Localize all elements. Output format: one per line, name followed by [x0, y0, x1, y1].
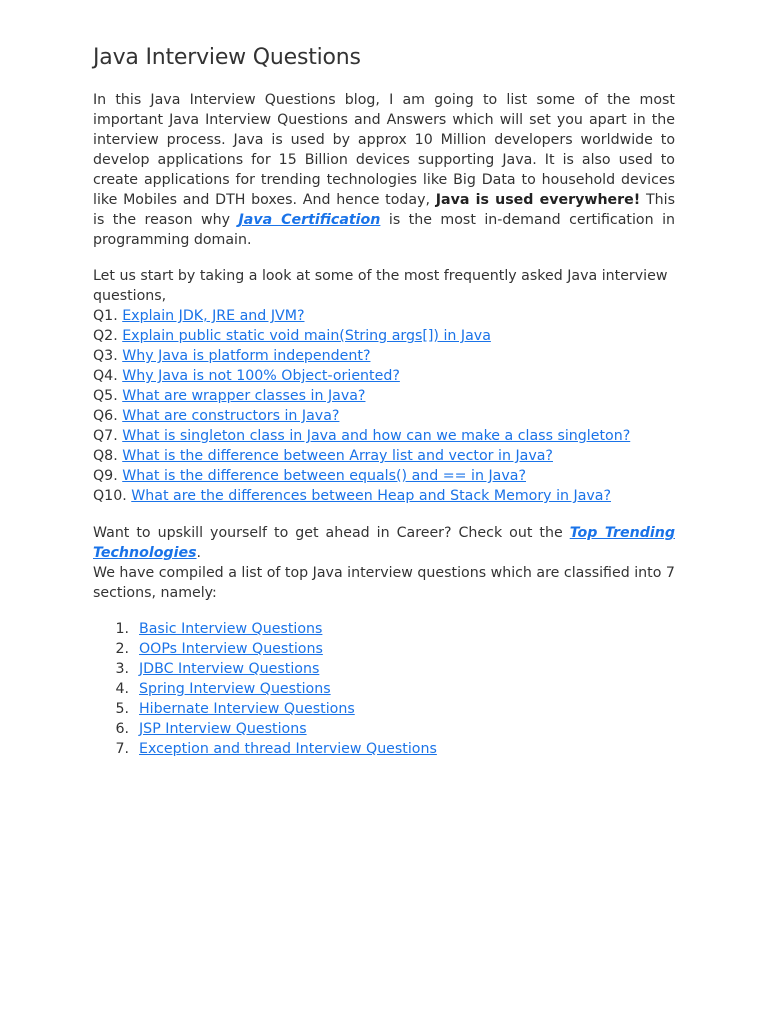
section-number: 4.: [115, 681, 129, 697]
section-link[interactable]: Basic Interview Questions: [139, 621, 323, 637]
question-item: [93, 306, 675, 326]
section-link[interactable]: OOPs Interview Questions: [139, 641, 323, 657]
top-trending-technologies-link[interactable]: Top Trending Technologies: [93, 525, 675, 561]
question-number: Q10.: [93, 488, 132, 504]
section-number: 3.: [115, 661, 129, 677]
intro-bold: Java is used everywhere!: [435, 192, 641, 208]
question-link[interactable]: What is the difference between equals() and == in Java?: [122, 468, 526, 484]
question-item: [93, 406, 675, 426]
question-number: Q1.: [93, 308, 123, 324]
question-number: Q9.: [93, 468, 123, 484]
question-link[interactable]: What is singleton class in Java and how can we make a class singleton?: [122, 428, 631, 444]
section-item: [93, 659, 675, 679]
section-link[interactable]: JSP Interview Questions: [139, 721, 307, 737]
question-link[interactable]: What are constructors in Java?: [122, 408, 340, 424]
question-link[interactable]: What is the difference between Array list and vector in Java?: [122, 448, 553, 464]
question-item: [93, 466, 675, 486]
question-item: [93, 326, 675, 346]
question-number: Q5.: [93, 388, 123, 404]
question-number: Q6.: [93, 408, 123, 424]
section-link[interactable]: Spring Interview Questions: [139, 681, 331, 697]
question-link[interactable]: Why Java is not 100% Object-oriented?: [122, 368, 400, 384]
question-link[interactable]: Explain JDK, JRE and JVM?: [122, 308, 305, 324]
question-number: Q3.: [93, 348, 123, 364]
section-item: [93, 619, 675, 639]
section-item: [93, 719, 675, 739]
section-link[interactable]: Hibernate Interview Questions: [139, 701, 355, 717]
question-number: Q8.: [93, 448, 123, 464]
section-number: 7.: [115, 741, 129, 757]
question-link[interactable]: Why Java is platform independent?: [122, 348, 371, 364]
lead-paragraph: Let us start by taking a look at some of the most frequently asked Java interview questions,: [93, 268, 668, 304]
section-list: [93, 619, 675, 759]
question-item: [93, 446, 675, 466]
java-certification-link[interactable]: Java Certification: [238, 212, 381, 228]
upskill-paragraph: [93, 523, 675, 563]
question-list: [93, 306, 675, 506]
section-link[interactable]: JDBC Interview Questions: [139, 661, 320, 677]
question-number: Q2.: [93, 328, 123, 344]
intro-text-3: is the most in-demand certification in programming domain.: [93, 212, 676, 248]
section-number: 6.: [115, 721, 129, 737]
intro-paragraph: [93, 90, 675, 250]
question-link[interactable]: What are the differences between Heap and Stack Memory in Java?: [131, 488, 612, 504]
section-item: [93, 639, 675, 659]
section-number: 5.: [115, 701, 129, 717]
section-item: [93, 699, 675, 719]
question-link[interactable]: What are wrapper classes in Java?: [122, 388, 366, 404]
section-link[interactable]: Exception and thread Interview Questions: [139, 741, 437, 757]
compiled-paragraph: We have compiled a list of top Java interview questions which are classified into 7 sections, namely:: [93, 565, 675, 601]
upskill-end: .: [196, 545, 202, 561]
question-item: [93, 366, 675, 386]
question-number: Q7.: [93, 428, 123, 444]
question-item: [93, 346, 675, 366]
question-item: [93, 386, 675, 406]
section-number: 1.: [115, 621, 129, 637]
question-item: [93, 426, 675, 446]
section-item: [93, 739, 675, 759]
question-number: Q4.: [93, 368, 123, 384]
intro-text-1: In this Java Interview Questions blog, I am going to list some of the most important Java Interview Questions and Answers which will set you apart in the interview process. Java is used by approx 10 Million developers worldwide to develop applications for 15 Billion devices supporting Java. It is also used to create applications for trending technologies like Big Data to household devices like Mobiles and DTH boxes. And hence today,: [93, 92, 675, 208]
page-title: Java Interview Questions: [93, 45, 361, 70]
section-item: [93, 679, 675, 699]
document-page: [93, 42, 675, 759]
intro-text-2: This is the reason why: [93, 192, 675, 228]
section-number: 2.: [115, 641, 129, 657]
upskill-text: Want to upskill yourself to get ahead in Career? Check out the: [93, 525, 570, 541]
question-link[interactable]: Explain public static void main(String args[]) in Java: [122, 328, 491, 344]
question-item: [93, 486, 675, 506]
